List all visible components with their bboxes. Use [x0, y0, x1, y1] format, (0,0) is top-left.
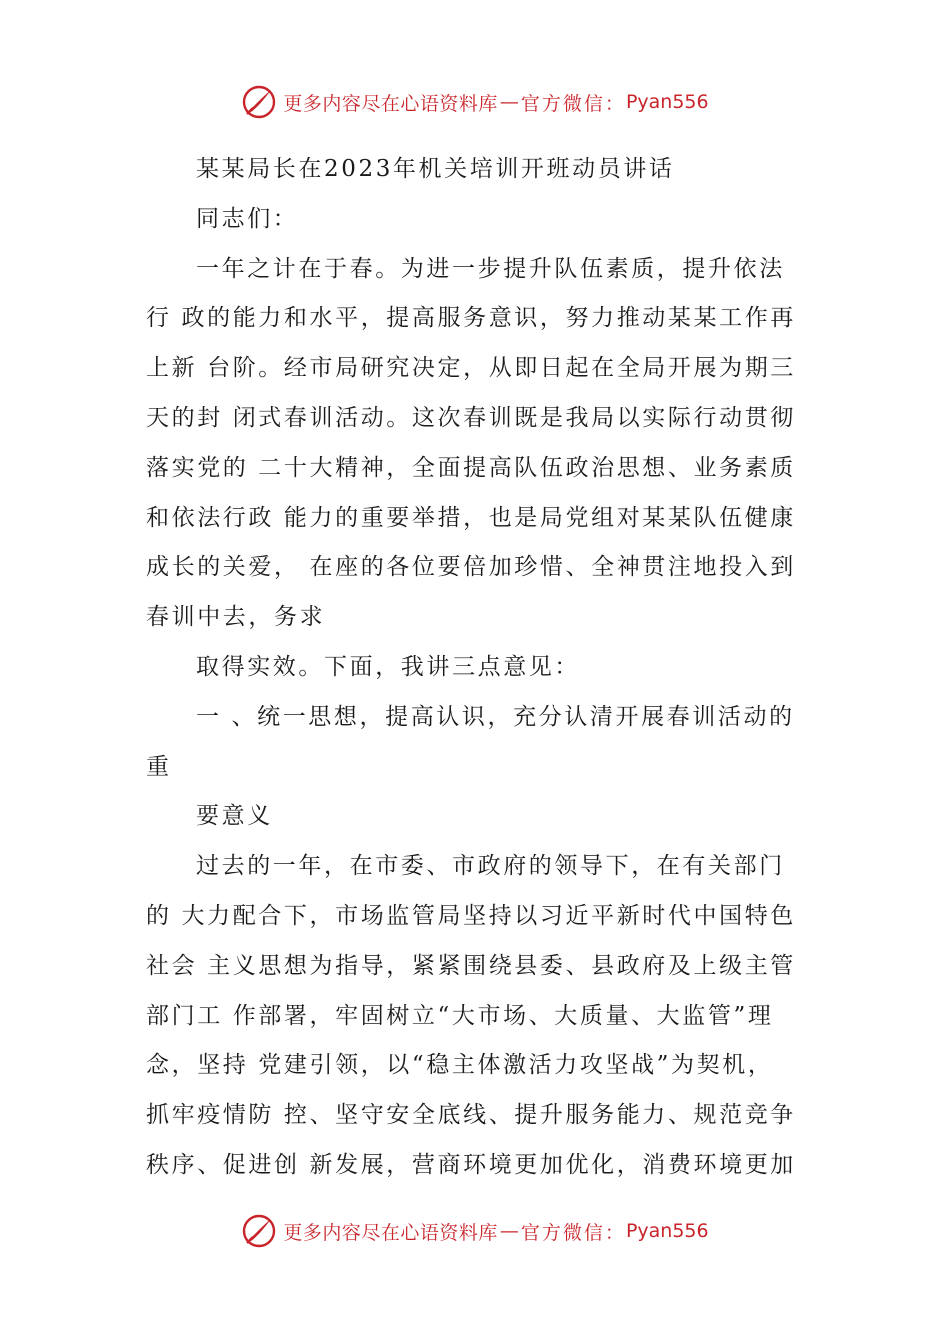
text-line: 部门工 作部署，牢固树立“大市场、大质量、大监管”理: [146, 1002, 774, 1029]
text-line: 社会 主义思想为指导，紧紧围绕县委、县政府及上级主管: [146, 952, 796, 979]
watermark-banner-top: [0, 80, 950, 124]
text-line: 念，坚持 党建引领，以“稳主体激活力攻坚战”为契机，: [146, 1052, 774, 1079]
text-line: 重: [146, 753, 172, 780]
text-line: 天的封 闭式春训活动。这次春训既是我局以实际行动贯彻: [146, 404, 796, 431]
watermark-brand: 更多内容尽在心语资料库: [283, 92, 498, 115]
text-line: 某某局长在2023年机关培训开班动员讲话: [196, 156, 675, 182]
text-line: 和依法行政 能力的重要举措，也是局党组对某某队伍健康: [146, 504, 796, 531]
watermark-dash: —: [499, 91, 519, 113]
document-body: [146, 145, 806, 1191]
text-line: 春训中去，务求: [146, 604, 326, 631]
watermark-wechat-id: Pyan556: [625, 91, 709, 113]
text-line: 一年之计在于春。为进一步提升队伍素质，提升依法: [196, 255, 785, 282]
text-line: 成长的关爱， 在座的各位要倍加珍惜、全神贯注地投入到: [146, 554, 796, 581]
watermark-brand: 更多内容尽在心语资料库: [283, 1221, 498, 1244]
watermark-dash: —: [499, 1220, 519, 1242]
text-line: 要意义: [196, 803, 273, 830]
text-line: 行 政的能力和水平，提高服务意识，努力推动某某工作再: [146, 305, 796, 332]
quill-logo-icon: [241, 84, 277, 120]
watermark-wechat-id: Pyan556: [625, 1220, 709, 1242]
text-line: 抓牢疫情防 控、坚守安全底线、提升服务能力、规范竞争: [146, 1102, 796, 1129]
text-line: 落实党的 二十大精神，全面提高队伍政治思想、业务素质: [146, 454, 796, 481]
watermark-banner-bottom: [0, 1209, 950, 1253]
text-line: 一 、统一思想，提高认识，充分认清开展春训活动的: [196, 703, 795, 730]
watermark-wechat-label: 官方微信：: [520, 92, 626, 115]
quill-logo-icon: [241, 1213, 277, 1249]
text-line: 的 大力配合下，市场监管局坚持以习近平新时代中国特色: [146, 902, 796, 929]
text-line: 上新 台阶。经市局研究决定，从即日起在全局开展为期三: [146, 355, 796, 382]
text-line: 同志们：: [196, 205, 299, 232]
text-line: 过去的一年，在市委、市政府的领导下，在有关部门: [196, 853, 785, 880]
watermark-wechat-label: 官方微信：: [520, 1221, 626, 1244]
text-line: 取得实效。下面，我讲三点意见：: [196, 653, 580, 680]
text-line: 秩序、促进创 新发展，营商环境更加优化，消费环境更加: [146, 1151, 796, 1178]
